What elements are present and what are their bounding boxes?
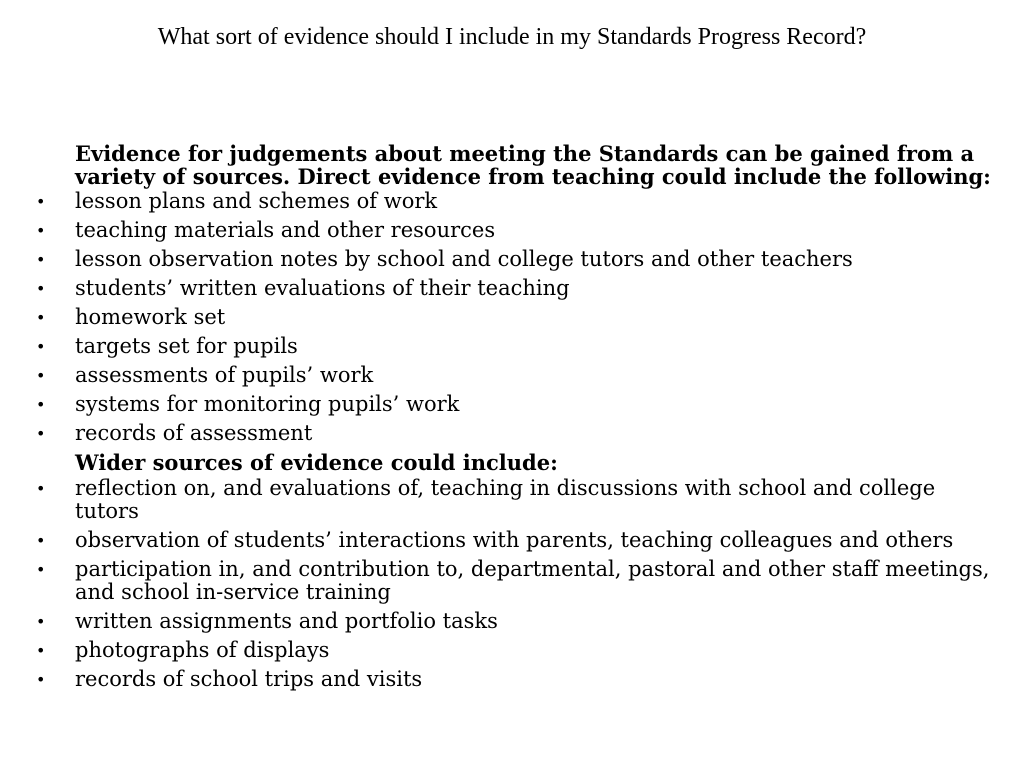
- list-item-text: systems for monitoring pupils’ work: [75, 392, 460, 416]
- bullet-icon: •: [36, 612, 46, 631]
- direct-evidence-heading: Evidence for judgements about meeting the Standards can be gained from a variety of sources. Direct evidence from teaching could include the following:: [75, 141, 991, 189]
- bullet-icon: •: [36, 221, 46, 240]
- list-item-text: records of assessment: [75, 421, 313, 445]
- list-item: [0, 248, 1000, 271]
- bullet-icon: •: [36, 479, 46, 498]
- list-item-text: teaching materials and other resources: [75, 218, 496, 242]
- list-item: [0, 190, 1000, 213]
- list-item: [0, 219, 1000, 242]
- slide-body: [0, 142, 1000, 697]
- list-item-text: homework set: [75, 305, 226, 329]
- list-item-text: students’ written evaluations of their teaching: [75, 276, 570, 300]
- list-item: [0, 558, 1000, 604]
- list-item: [0, 529, 1000, 552]
- bullet-icon: •: [36, 641, 46, 660]
- slide-title: What sort of evidence should I include in my Standards Progress Record?: [157, 24, 867, 50]
- list-item-text: photographs of displays: [75, 638, 330, 662]
- list-item: [0, 306, 1000, 329]
- list-item-text: assessments of pupils’ work: [75, 363, 374, 387]
- bullet-icon: •: [36, 670, 46, 689]
- wider-evidence-heading: Wider sources of evidence could include:: [75, 450, 558, 475]
- list-item: [0, 277, 1000, 300]
- list-item: [0, 668, 1000, 691]
- bullet-icon: •: [36, 279, 46, 298]
- bullet-icon: •: [36, 250, 46, 269]
- list-item: [0, 639, 1000, 662]
- bullet-icon: •: [36, 337, 46, 356]
- list-item-text: participation in, and contribution to, departmental, pastoral and other staff meetings, and school in-service training: [75, 557, 990, 604]
- list-item-text: lesson observation notes by school and college tutors and other teachers: [75, 247, 853, 271]
- list-item-text: written assignments and portfolio tasks: [75, 609, 498, 633]
- list-item: [0, 393, 1000, 416]
- bullet-icon: •: [36, 192, 46, 211]
- list-item-text: targets set for pupils: [75, 334, 298, 358]
- list-item-text: records of school trips and visits: [75, 667, 423, 691]
- bullet-icon: •: [36, 395, 46, 414]
- list-item-text: lesson plans and schemes of work: [75, 189, 438, 213]
- list-item: [0, 477, 1000, 523]
- direct-evidence-list: [0, 190, 1000, 445]
- bullet-icon: •: [36, 366, 46, 385]
- wider-evidence-list: [0, 477, 1000, 691]
- list-item: [0, 335, 1000, 358]
- list-item-text: reflection on, and evaluations of, teaching in discussions with school and college tutors: [75, 476, 936, 523]
- list-item: [0, 610, 1000, 633]
- bullet-icon: •: [36, 424, 46, 443]
- list-item-text: observation of students’ interactions with parents, teaching colleagues and others: [75, 528, 954, 552]
- bullet-icon: •: [36, 308, 46, 327]
- bullet-icon: •: [36, 560, 46, 579]
- list-item: [0, 422, 1000, 445]
- list-item: [0, 364, 1000, 387]
- bullet-icon: •: [36, 531, 46, 550]
